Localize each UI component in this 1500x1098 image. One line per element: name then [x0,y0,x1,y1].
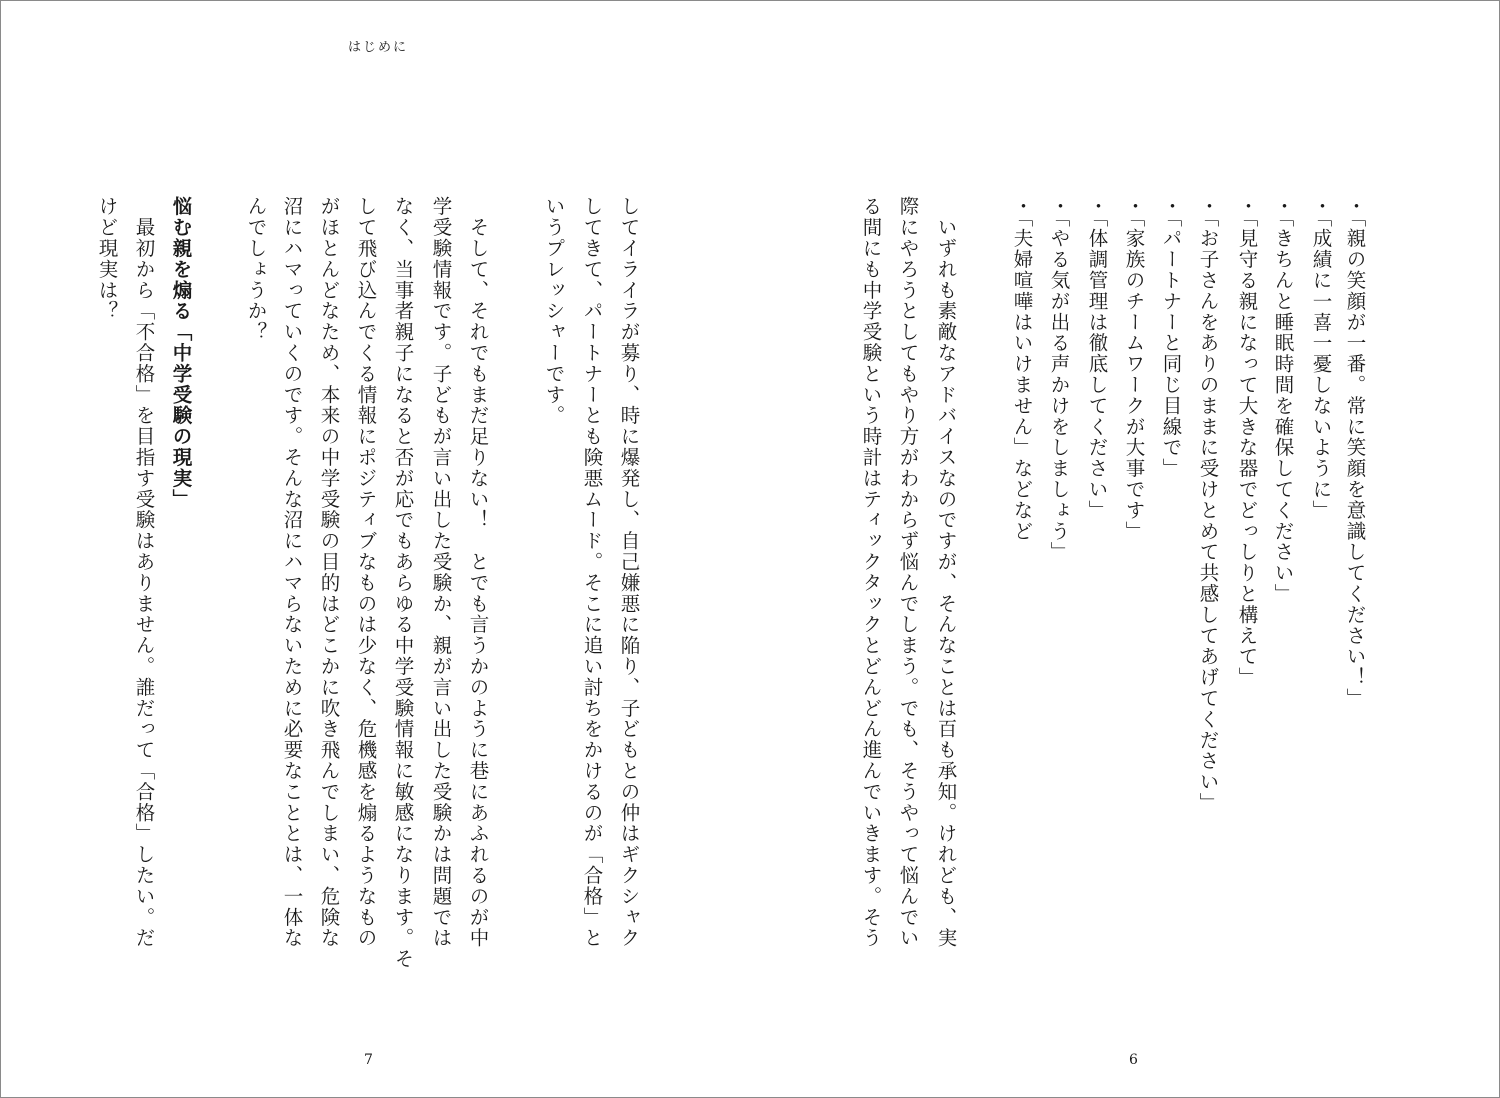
body-line: してきて、パートナーとも険悪ムード。そこに追い討ちをかけるのが「合格」と [580,196,604,949]
body-line: なく、当事者親子になると否が応でもあらゆる中学受験情報に敏感になります。そ [391,196,415,970]
body-line: んでしょうか？ [244,196,268,343]
body-line: してイライラが募り、時に爆発し、自己嫌悪に陥り、子どもとの仲はギクシャク [617,196,641,949]
bullet-line: ・「見守る親になって大きな器でどっしりと構えて」 [1235,196,1259,688]
page-number-right: 6 [1129,1052,1138,1068]
bullet-line: ・「体調管理は徹底してください」 [1085,196,1109,521]
bullet-line: ・「やる気が出る声かけをしましょう」 [1047,196,1071,563]
bullet-line: ・「親の笑顔が一番。常に笑顔を意識してください！」 [1343,196,1367,709]
running-head: はじめに [348,40,409,55]
body-line: る間にも中学受験という時計はティックタックとどんどん進んでいきます。そう [859,196,883,949]
body-line: 学受験情報です。子どもが言い出した受験か、親が言い出した受験かは問題では [429,196,453,949]
page-number-left: 7 [364,1052,373,1068]
bullet-line: ・「お子さんをありのままに受けとめて共感してあげてください」 [1196,196,1220,814]
body-line: して飛び込んでくる情報にポジティブなものは少なく、危機感を煽るようなもの [354,196,378,949]
bullet-line: ・「夫婦喧嘩はいけません」などなど [1010,196,1034,542]
body-line: 際にやろうとしてもやり方がわからず悩んでしまう。でも、そうやって悩んでい [896,196,920,949]
body-line: いうプレッシャーです。 [542,196,566,426]
body-line: 沼にハマっていくのです。そんな沼にハマらないために必要なこととは、一体な [280,196,304,949]
body-line: そして、それでもまだ足りない！ とでも言うかのように巷にあふれるのが中 [466,196,490,949]
body-line: けど現実は？ [95,196,119,322]
body-line: いずれも素敵なアドバイスなのですが、そんなことは百も承知。けれども、実 [934,196,958,949]
body-line: 最初から「不合格」を目指す受験はありません。誰だって「合格」したい。だ [132,196,156,949]
bullet-line: ・「パートナーと同じ目線で」 [1159,196,1183,479]
body-line: がほとんどなため、本来の中学受験の目的はどこかに吹き飛んでしまい、危険な [317,196,341,949]
bullet-line: ・「きちんと睡眠時間を確保してください」 [1271,196,1295,605]
bullet-line: ・「成績に一喜一憂しないように」 [1309,196,1333,521]
bullet-line: ・「家族のチームワークが大事です」 [1122,196,1146,542]
section-heading: 悩む親を煽る「中学受験の現実」 [169,196,193,510]
